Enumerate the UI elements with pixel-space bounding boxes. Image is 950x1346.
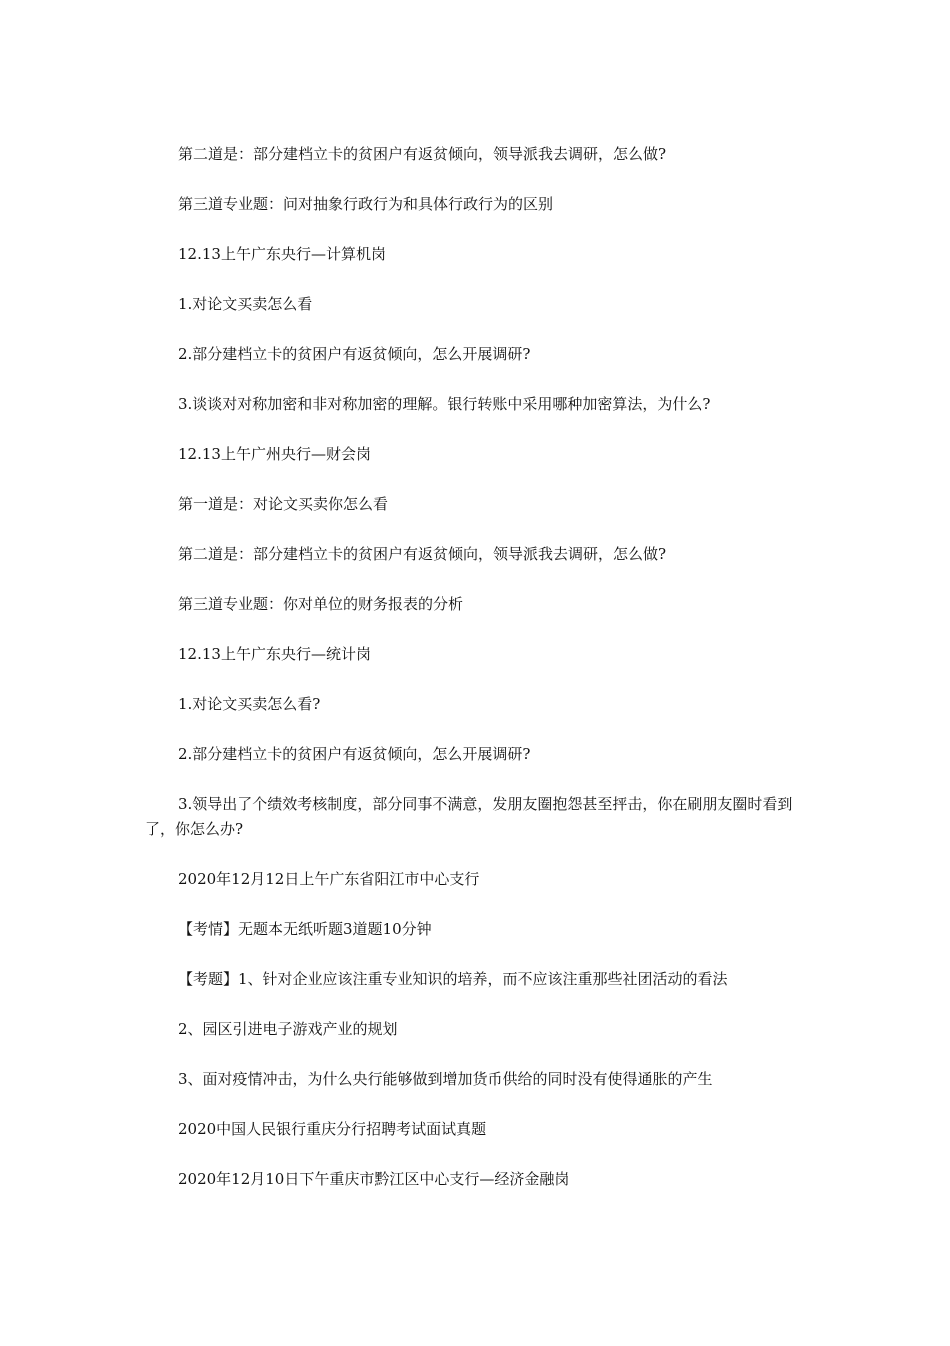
paragraph-14: 3.领导出了个绩效考核制度，部分同事不满意，发朋友圈抱怨甚至抨击，你在刷朋友圈时看到了，你怎么办? [145,795,793,838]
paragraph-21: 2020年12月10日下午重庆市黔江区中心支行—经济金融岗 [178,1170,570,1188]
paragraph-4: 1.对论文买卖怎么看 [178,295,313,313]
paragraph-17: 【考题】1、针对企业应该注重专业知识的培养，而不应该注重那些社团活动的看法 [178,970,728,988]
paragraph-16: 【考情】无题本无纸听题3道题10分钟 [178,920,432,938]
paragraph-9: 第二道是：部分建档立卡的贫困户有返贫倾向，领导派我去调研，怎么做? [178,545,667,563]
paragraph-13: 2.部分建档立卡的贫困户有返贫倾向，怎么开展调研? [178,745,531,763]
paragraph-10: 第三道专业题：你对单位的财务报表的分析 [178,595,464,613]
paragraph-5: 2.部分建档立卡的贫困户有返贫倾向，怎么开展调研? [178,345,531,363]
paragraph-2: 第三道专业题：问对抽象行政行为和具体行政行为的区别 [178,195,554,213]
paragraph-3: 12.13上午广东央行—计算机岗 [178,245,386,263]
paragraph-12: 1.对论文买卖怎么看? [178,695,321,713]
paragraph-1: 第二道是：部分建档立卡的贫困户有返贫倾向，领导派我去调研，怎么做? [178,145,667,163]
paragraph-8: 第一道是：对论文买卖你怎么看 [178,495,389,513]
paragraph-6: 3.谈谈对对称加密和非对称加密的理解。银行转账中采用哪种加密算法，为什么? [178,395,711,413]
paragraph-18: 2、园区引进电子游戏产业的规划 [178,1020,398,1038]
paragraph-15: 2020年12月12日上午广东省阳江市中心支行 [178,870,480,888]
paragraph-20: 2020中国人民银行重庆分行招聘考试面试真题 [178,1120,487,1138]
paragraph-19: 3、面对疫情冲击，为什么央行能够做到增加货币供给的同时没有使得通胀的产生 [178,1070,713,1088]
paragraph-11: 12.13上午广东央行—统计岗 [178,645,371,663]
paragraph-7: 12.13上午广州央行—财会岗 [178,445,371,463]
